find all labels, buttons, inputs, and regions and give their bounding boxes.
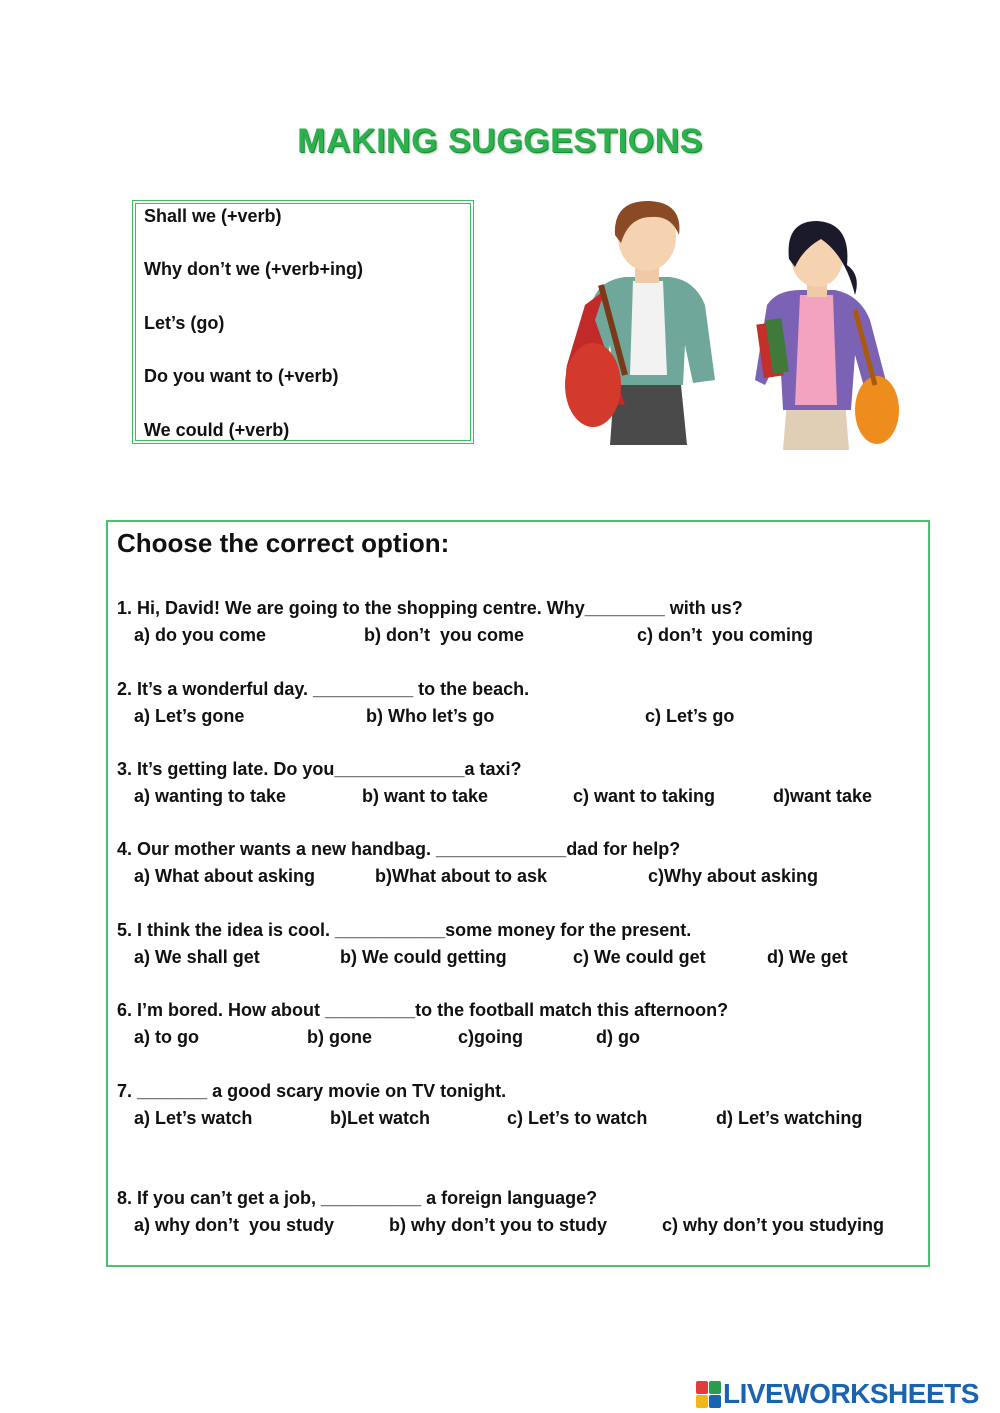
- question-text: 6. I’m bored. How about _________to the football match this afternoon?: [117, 1000, 729, 1020]
- option-item[interactable]: b)What about to ask: [375, 866, 547, 886]
- question-text: 2. It’s a wonderful day. __________ to the beach.: [117, 679, 530, 699]
- worksheet-title: MAKING SUGGESTIONS: [297, 122, 703, 160]
- liveworksheets-logo: [696, 1378, 979, 1410]
- option-item[interactable]: a) wanting to take: [134, 786, 287, 806]
- liveworksheets-logo-icon: [696, 1381, 720, 1407]
- phrase-lets: Let’s (go): [144, 313, 225, 333]
- option-item[interactable]: c) We could get: [573, 947, 706, 967]
- option-item[interactable]: d) We get: [767, 947, 848, 967]
- option-item[interactable]: b) why don’t you to study: [389, 1215, 607, 1235]
- option-item[interactable]: b) Who let’s go: [366, 706, 495, 726]
- boy-figure: [565, 201, 715, 445]
- girl-figure: [755, 221, 899, 450]
- phrase-do-you-want-to: Do you want to (+verb): [144, 366, 339, 386]
- option-item[interactable]: a) to go: [134, 1027, 199, 1047]
- question-text: 5. I think the idea is cool. ___________some money for the present.: [117, 920, 692, 940]
- question-text: 7. _______ a good scary movie on TV tonight.: [117, 1081, 507, 1101]
- question-text: 1. Hi, David! We are going to the shopping centre. Why________ with us?: [117, 598, 743, 618]
- option-item[interactable]: a) why don’t you study: [134, 1215, 335, 1235]
- phrase-why-dont-we: Why don’t we (+verb+ing): [144, 259, 364, 279]
- option-item[interactable]: b)Let watch: [330, 1108, 431, 1128]
- option-item[interactable]: b) want to take: [362, 786, 489, 806]
- question-text: 8. If you can’t get a job, __________ a foreign language?: [117, 1188, 598, 1208]
- option-item[interactable]: b) don’t you come: [364, 625, 524, 645]
- option-item[interactable]: a) Let’s watch: [134, 1108, 253, 1128]
- option-item[interactable]: c) Let’s to watch: [507, 1108, 648, 1128]
- option-item[interactable]: c) Let’s go: [645, 706, 735, 726]
- option-item[interactable]: c) don’t you coming: [637, 625, 813, 645]
- option-item[interactable]: c)going: [458, 1027, 523, 1047]
- phrase-shall-we: Shall we (+verb): [144, 206, 282, 226]
- option-item[interactable]: a) What about asking: [134, 866, 316, 886]
- option-item[interactable]: a) do you come: [134, 625, 267, 645]
- suggestion-phrases-box: [132, 200, 474, 444]
- option-item[interactable]: d) go: [596, 1027, 640, 1047]
- phrase-we-could: We could (+verb): [144, 420, 290, 440]
- two-students-illustration: [555, 195, 915, 457]
- option-item[interactable]: d) Let’s watching: [716, 1108, 863, 1128]
- option-item[interactable]: c)Why about asking: [648, 866, 819, 886]
- quiz-section: [106, 520, 930, 1267]
- option-item[interactable]: b) gone: [307, 1027, 372, 1047]
- option-item[interactable]: d)want take: [773, 786, 873, 806]
- option-item[interactable]: b) We could getting: [340, 947, 507, 967]
- option-item[interactable]: c) why don’t you studying: [662, 1215, 884, 1235]
- option-item[interactable]: a) We shall get: [134, 947, 260, 967]
- option-item[interactable]: c) want to taking: [573, 786, 716, 806]
- quiz-heading: Choose the correct option:: [117, 528, 450, 558]
- question-text: 4. Our mother wants a new handbag. _____________dad for help?: [117, 839, 681, 859]
- option-item[interactable]: a) Let’s gone: [134, 706, 245, 726]
- question-text: 3. It’s getting late. Do you_____________a taxi?: [117, 759, 522, 779]
- logo-text: LIVEWORKSHEETS: [723, 1378, 979, 1409]
